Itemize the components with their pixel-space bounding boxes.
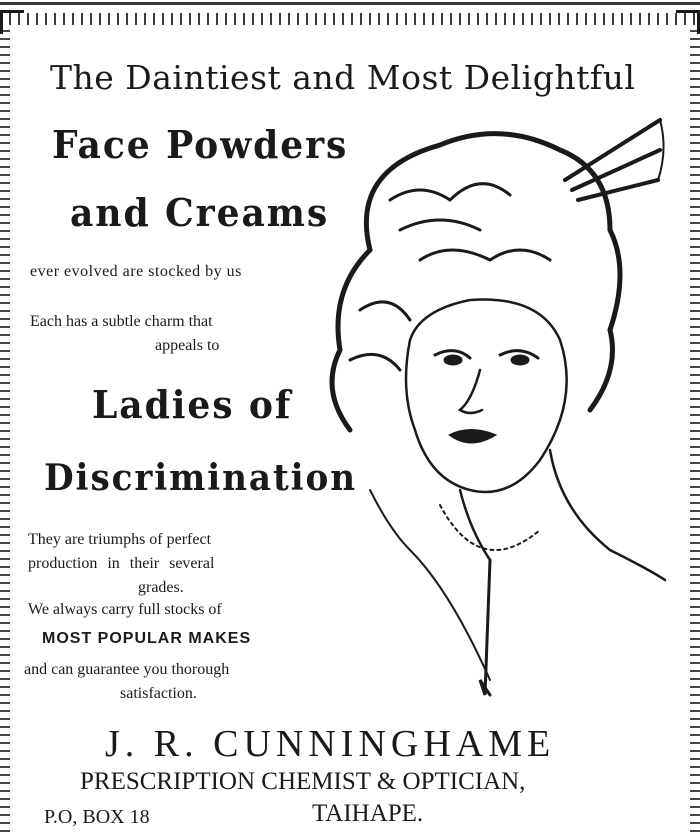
guarantee-text-line1: and can guarantee you thorough [24, 661, 230, 678]
woman-portrait-illustration [310, 110, 670, 700]
merchant-town: TAIHAPE. [312, 800, 424, 827]
border-corner-right [676, 10, 700, 34]
stock-text: We always carry full stocks of [28, 601, 222, 618]
discrimination-heading: Discrimination [44, 457, 358, 499]
triumph-text-line2: production in their several [28, 555, 215, 572]
charm-text-line2: appeals to [155, 337, 220, 354]
headline: The Daintiest and Most Delightful [50, 58, 636, 97]
merchant-name: J. R. CUNNINGHAME [105, 723, 556, 765]
ornamental-border-right [690, 30, 700, 832]
ladies-heading: Ladies of [92, 382, 293, 427]
po-box: P.O, BOX 18 [44, 806, 150, 828]
triumph-text-line1: They are triumphs of perfect [28, 531, 212, 548]
triumph-text-line3: grades. [138, 579, 184, 596]
popular-makes-text: MOST POPULAR MAKES [42, 630, 252, 647]
guarantee-text-line2: satisfaction. [120, 685, 197, 702]
product-heading-line1: Face Powders [52, 122, 349, 167]
product-heading-line2: and Creams [70, 190, 330, 235]
charm-text-line1: Each has a subtle charm that [30, 313, 213, 330]
ornamental-border-left [0, 30, 10, 832]
border-corner-left [0, 10, 24, 34]
ornamental-border-top [0, 2, 700, 35]
evolved-text: ever evolved are stocked by us [30, 263, 242, 280]
merchant-profession: PRESCRIPTION CHEMIST & OPTICIAN, [80, 768, 526, 795]
